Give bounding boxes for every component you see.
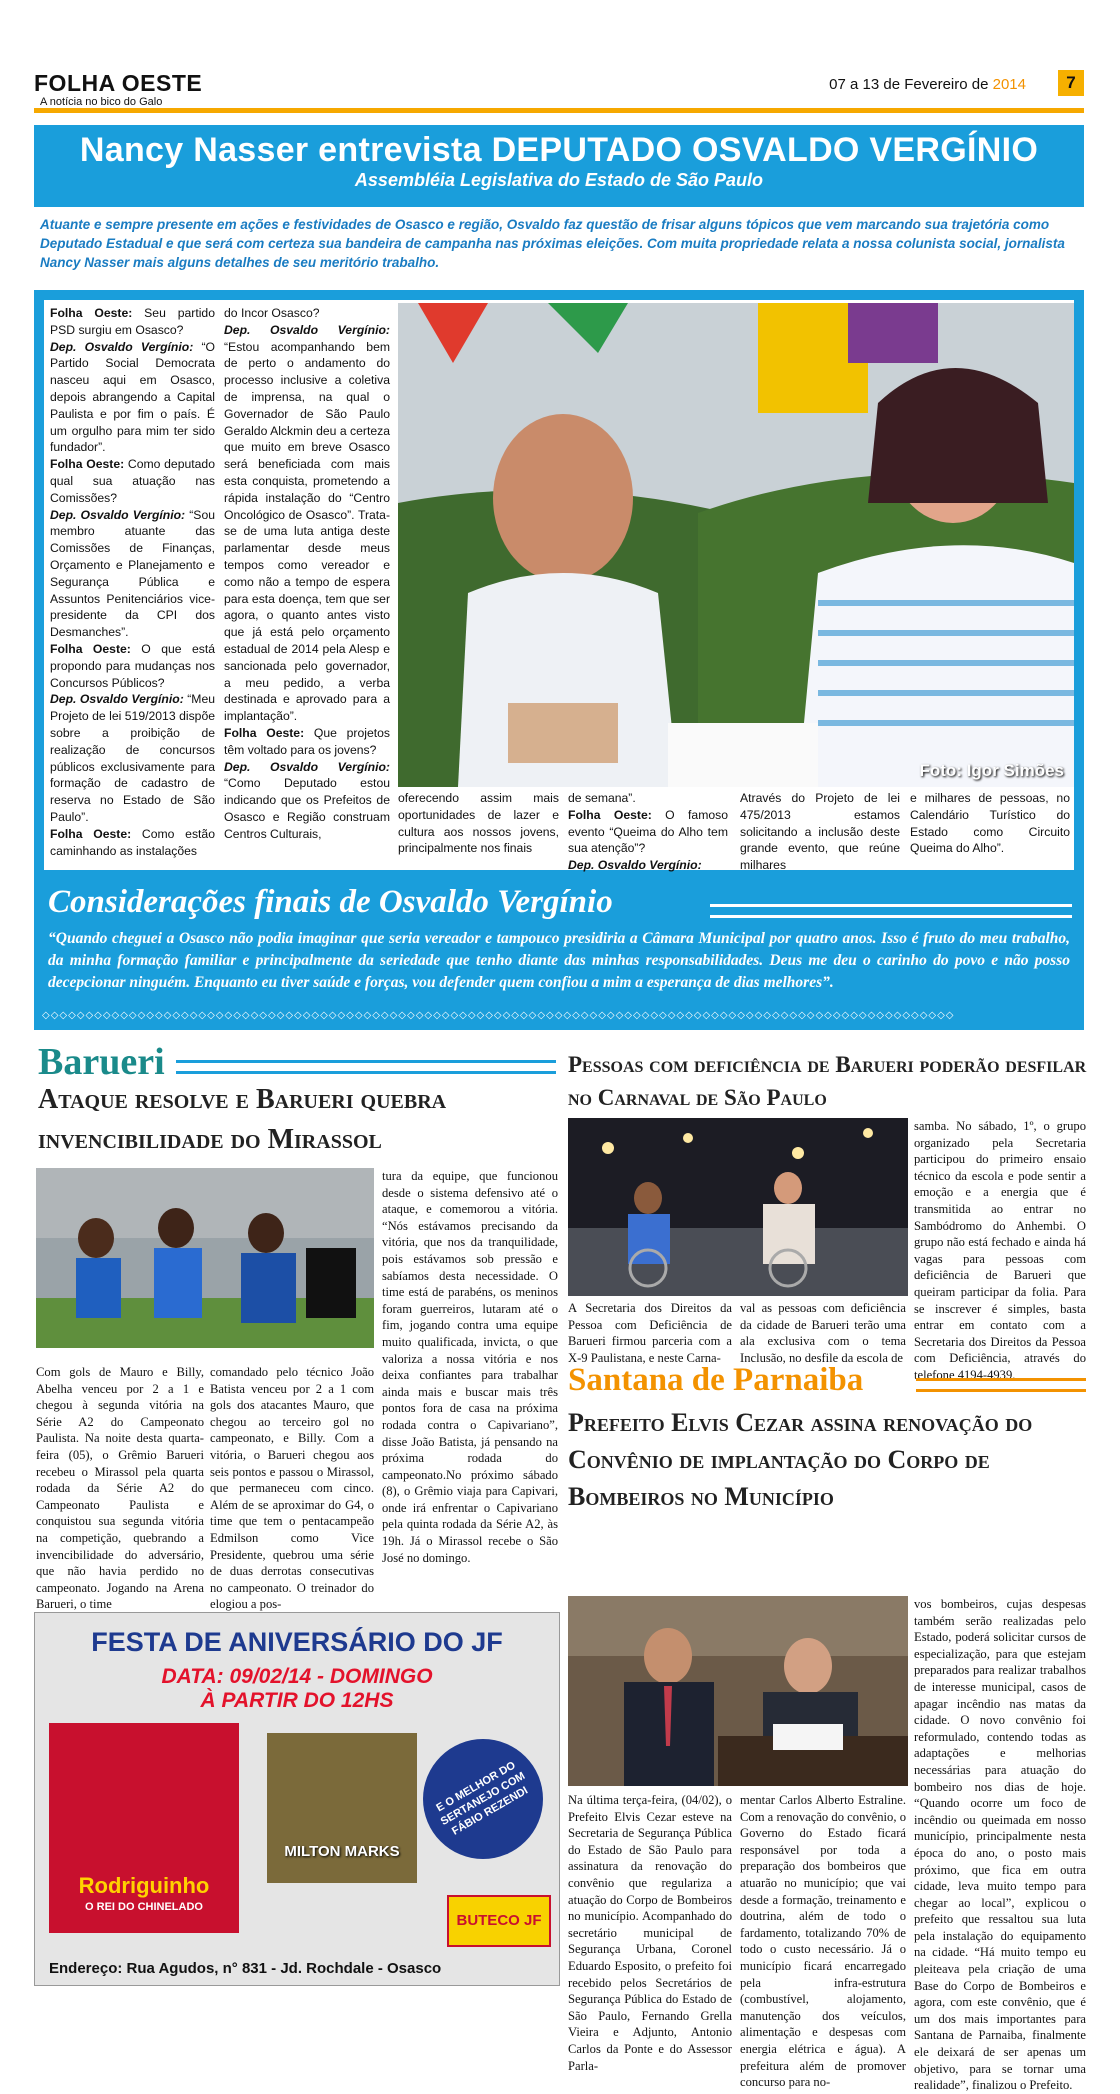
ad-time-line: À PARTIR DO 12HS xyxy=(200,1689,394,1712)
qa-text: “Estou acompanhando bem de perto o andamento do processo inclusive a coletiva de imprensa, na qual o Governador de São Paulo Geraldo Alckmin deu a certeza que muito em breve Osasco será beneficiada com mais esta conquista, prometendo a rápida instalação do “Centro Oncológico de Osasco”. Trata-se de uma luta antiga deste parlamentar desde meus tempos como vereador e como não a tempo de espera para esta doença, tem que ser agora, o quanto antes visto que já está pelo orçamento estadual de 2014 pela Alesp e sancionada pelo governador, a meu pedido, a verba destinada e aprovado para a implantação”. xyxy=(224,339,390,724)
qa-paragraph xyxy=(224,760,390,841)
qa-paragraph xyxy=(224,323,390,723)
qa-text: Que projetos têm voltado para os jovens? xyxy=(224,725,390,757)
qa-paragraph xyxy=(50,642,215,690)
interview-column-1 xyxy=(50,305,215,859)
final-considerations-quote: “Quando cheguei a Osasco não podia imaginar que seria vereador e tampouco presidiria a Câmara Municipal por quatro anos. Isso é fruto do meu trabalho, da minha formação familiar e principalmente da seriedade que tenho diante das minhas responsabilidades. Deus me deu o carinho do povo e não posso decepcionar ninguém. Enquanto eu tiver saúde e forças, vou defender quem confiou a mim a esperança de dias melhores”. xyxy=(48,930,1070,991)
final-considerations-title: Considerações finais de Osvaldo Vergínio xyxy=(48,884,613,920)
title-rule xyxy=(710,904,1072,918)
party-advertisement xyxy=(34,1612,560,1986)
issue-date xyxy=(829,76,1026,93)
qa-paragraph xyxy=(568,791,636,805)
interview-photo-illustration xyxy=(398,303,1074,787)
interview-banner xyxy=(34,125,1084,207)
ad-title: FESTA DE ANIVERSÁRIO DO JF xyxy=(91,1627,503,1657)
qa-text: Como deputado qual sua atuação nas Comissões? xyxy=(50,457,215,505)
qa-text: de semana”. xyxy=(568,791,636,805)
qa-paragraph xyxy=(50,306,215,337)
qa-text: “Sou membro atuante das Comissões de Finanças, Orçamento e Planejamento e Segurança Pública e Assuntos Penitenciários vice-presidente da CPI dos Desmanches”. xyxy=(50,507,215,640)
interview-photo xyxy=(398,303,1074,787)
carnival-column-2: val as pessoas com deficiência da cidade de Barueri terão uma ala exclusiva com o tema Inclusão, no desfile da escola de xyxy=(740,1301,906,1365)
qa-speaker: Dep. Osvaldo Vergínio: xyxy=(50,339,194,354)
qa-speaker: Folha Oeste: xyxy=(50,641,131,656)
qa-text: Seu partido PSD surgiu em Osasco? xyxy=(50,306,215,337)
santana-column-3: vos bombeiros, cujas despesas também serão realizadas pelo Estado, poderá solicitar cursos de especialização, para que estejam preparados para realizar trabalhos de interesse municipal, casos de apagar incêndio nas matas da cidade. O novo convênio foi reformulado, contendo todas as adaptações e melhorias necessárias para atuação do bombeiro nos dias de hoje. “Quando ocorre um foco de incêndio ou queimada em nosso município, principalmente nesta época do ano, o posto mais próximo, que fica em outra cidade, leva muito tempo para chegar ao local”, explicou o prefeito que ressaltou sua luta pela instalação do equipamento na cidade. “Há muito tempo eu pleiteava pela criação de uma Base do Corpo de Bombeiros e agora, com este convênio, que é um dos mais importantes para Santana de Parnaiba, finalmente ele deixará de ser apenas um objetivo, para se tornar uma realidade”, finalizou o Prefeito. xyxy=(914,1597,1086,2093)
ad-date xyxy=(35,1665,559,1713)
santana-column-1: Na última terça-feira, (04/02), o Prefeito Elvis Cezar esteve na Secretaria de Segurança Pública do Estado de São Paulo para assinatura da renovação do convênio que regulariza a atuação do Corpo de Bombeiros no município. Acompanhado do secretário municipal de Segurança Urbana, Coronel Eduardo Esposito, o prefeito foi recebido pelos Secretários de Segurança Pública do Estado de São Paulo, Fernando Grella Vieira e Adjunto, Antonio Carlos da Ponte e do Assessor Parla- xyxy=(568,1793,732,2073)
special-guest-badge xyxy=(423,1739,543,1859)
barueri-column-1: Com gols de Mauro e Billy, Abelha venceu por 2 a 1 e chegou à segunda vitória na Série A2 do Campeonato Paulista. Na noite desta quarta-feira (05), o Grêmio Barueri recebeu o Mirassol pela quarta rodada da Série A2 do Campeonato Paulista e conquistou sua segunda vitória na competição, quebrando a invencibilidade do adversário, que não havia perdido no campeonato. Jogando na Arena Barueri, o time xyxy=(36,1365,204,1612)
santana-headline: Prefeito Elvis Cezar assina renovação do Convênio de implantação do Corpo de Bombeiros no Município xyxy=(568,1408,1033,1511)
barueri-headline: Ataque resolve e Barueri quebra invencibilidade do Mirassol xyxy=(38,1084,447,1155)
qa-speaker: Dep. Osvaldo Vergínio: xyxy=(224,759,390,774)
badge-text: E O MELHOR DO SERTANEJO COM FÁBIO REZENDI xyxy=(434,1759,531,1838)
football-photo xyxy=(36,1168,374,1348)
qa-paragraph xyxy=(224,726,390,757)
qa-paragraph xyxy=(50,827,215,858)
qa-paragraph xyxy=(50,457,215,505)
qa-speaker: Folha Oeste: xyxy=(50,306,133,320)
artist-2-name: MILTON MARKS xyxy=(284,1843,400,1860)
decorative-border: ◇◇◇◇◇◇◇◇◇◇◇◇◇◇◇◇◇◇◇◇◇◇◇◇◇◇◇◇◇◇◇◇◇◇◇◇◇◇◇◇◇◇◇◇◇◇◇◇◇◇◇◇◇◇◇◇◇◇◇◇◇◇◇◇◇◇◇◇◇◇◇◇◇◇◇◇◇◇◇◇◇◇◇◇◇◇◇◇◇◇◇◇◇◇◇◇◇◇◇◇◇◇◇◇◇ xyxy=(42,1010,955,1021)
issue-year: 2014 xyxy=(992,76,1026,93)
interview-subtitle: Assembléia Legislativa do Estado de São Paulo xyxy=(354,170,764,190)
photo-credit: Foto: Igor Simões xyxy=(919,761,1064,780)
interview-intro: Atuante e sempre presente em ações e festividades de Osasco e região, Osvaldo faz questão de frisar alguns tópicos que vem marcando sua trajetória como Deputado Estadual e que será com certeza sua bandeira de campanha nas próximas eleições. Com muita propriedade relata a nossa colunista social, jornalista Nancy Nasser mais alguns detalhes de seu meritório trabalho. xyxy=(40,217,1065,270)
qa-text: “Como Deputado estou indicando que os Prefeitos de Osasco e Região construam Centros Culturais, xyxy=(224,776,390,841)
section-rule xyxy=(176,1060,556,1074)
interview-column-4 xyxy=(568,790,728,874)
qa-speaker: Folha Oeste: xyxy=(50,826,132,841)
signing-photo-illustration xyxy=(568,1596,908,1786)
carnival-photo-illustration xyxy=(568,1118,908,1296)
interview-column-5: Através do Projeto de lei 475/2013 estamos solicitando a inclusão deste grande evento, que reúne milhares xyxy=(740,791,900,873)
santana-column-2: mentar Carlos Alberto Estraline. Com a renovação do convênio, o Governo do Estado ficará responsável por toda a preparação dos bombeiros que atuarão no município; que vai desde a formação, treinamento e doutrina, além de todo o fardamento, totalizando 70% de todo o custo necessário. Já o município ficará encarregado pela infra-estrutura (combustível, alojamento, manutenção dos veículos, alimentação e despesas com energia elétrica e água). A prefeitura além de promover concurso para no- xyxy=(740,1793,906,2090)
qa-speaker: Folha Oeste: xyxy=(50,457,125,472)
artist-2-panel xyxy=(267,1733,417,1883)
qa-text: O famoso evento “Queima do Alho tem sua atenção”? xyxy=(568,807,728,856)
carnival-headline: Pessoas com deficiência de Barueri poderão desfilar no Carnaval de São Paulo xyxy=(568,1052,1087,1110)
buteco-jf-logo: BUTECO JF xyxy=(447,1895,551,1947)
qa-text: O que está propondo para mudanças nos Concursos Públicos? xyxy=(50,641,215,690)
artist-1-panel xyxy=(49,1723,239,1933)
qa-speaker: Folha Oeste: xyxy=(224,725,305,740)
qa-paragraph xyxy=(50,340,215,455)
qa-paragraph xyxy=(224,306,320,320)
qa-text: Como estão caminhando as instalações xyxy=(50,826,215,858)
artist-1-subtitle: O REI DO CHINELADO xyxy=(85,1901,203,1913)
section-santana: Santana de Parnaiba xyxy=(568,1362,864,1398)
qa-speaker: Dep. Osvaldo Vergínio: xyxy=(568,858,702,873)
artist-1-name: Rodriguinho xyxy=(78,1873,210,1898)
section-rule xyxy=(916,1378,1086,1392)
qa-text: “O Partido Social Democrata nasceu aqui em Osasco, depois abrangendo a Capital Paulista e por fim o país. É um orgulho para mim ter sido fundador”. xyxy=(50,339,215,455)
barueri-column-3: tura da equipe, que funcionou desde o sistema defensivo até o ataque, e comemorou a vitória. “Nós estávamos precisando da vitória, que nos da tranquilidade, pois estávamos sob pressão e sabíamos desta necessidade. O time está de parabéns, os meninos foram guerreiros, lutaram até o fim, jogando contra uma equipe muito qualificada, invicta, o que valoriza a nossa vitória e nos deixa confiantes para trabalhar ainda mais e buscar mais três pontos fora de casa na próxima rodada contra o Capivariano”, disse João Batista, já pensando na próxima rodada do campeonato.No próximo sábado (8), o Grêmio viaja para Capivari, onde irá enfrentar o Capivariano pela quinta rodada da Série A2, às 19h. Já o Mirassol recebe o São José no domingo. xyxy=(382,1169,558,1565)
section-barueri: Barueri xyxy=(38,1041,165,1083)
qa-speaker: Folha Oeste: xyxy=(568,807,652,822)
interview-column-2 xyxy=(224,305,390,843)
final-considerations-box xyxy=(34,880,1084,1030)
qa-paragraph xyxy=(568,808,728,856)
ad-address: Endereço: Rua Agudos, n° 831 - Jd. Rochdale - Osasco xyxy=(49,1960,442,1977)
qa-paragraph xyxy=(50,508,215,640)
qa-text: “Meu Projeto de lei 519/2013 dispõe sobre a proibição de realização de concursos públicos exclusivamente para formação de cadastro de reserva no Estado de São Paulo”. xyxy=(50,692,216,824)
issue-date-text: 07 a 13 de Fevereiro de xyxy=(829,76,993,93)
interview-column-6: e milhares de pessoas, no Calendário Turístico do Estado como Circuito Queima do Alho”. xyxy=(910,791,1070,856)
signing-photo xyxy=(568,1596,908,1786)
football-photo-illustration xyxy=(36,1168,374,1348)
ad-date-line: DATA: 09/02/14 - DOMINGO xyxy=(161,1665,433,1688)
page-number: 7 xyxy=(1058,70,1084,96)
carnival-column-1: A Secretaria dos Direitos da Pessoa com Deficiência de Barueri firmou parceria com a X-9 Paulistana, e neste Carna- xyxy=(568,1301,732,1365)
masthead-brand: FOLHA OESTE xyxy=(34,70,203,96)
masthead-tagline: A notícia no bico do Galo xyxy=(40,96,163,108)
masthead-divider xyxy=(34,108,1084,113)
interview-column-3: oferecendo assim mais oportunidades de lazer e cultura aos nossos jovens, principalmente nos finais xyxy=(398,791,559,856)
qa-speaker: Dep. Osvaldo Vergínio: xyxy=(50,692,184,707)
carnival-photo xyxy=(568,1118,908,1296)
barueri-column-2: comandado pelo técnico João Batista venceu por 2 a 1 com gols dos atacantes Mauro, que chegou ao terceiro gol no campeonato, e Billy. Com a vitória, o Barueri chegou aos seis pontos e passou o Mirassol, que permaneceu com cinco. Além de se aproximar do G4, o time que tem o pentacampeão Edmilson como Vice Presidente, quebrou uma série de duas derrotas consecutivas no campeonato. O treinador do elogiou a pos- xyxy=(210,1365,374,1612)
carnival-column-3: samba. No sábado, 1º, o grupo organizado pela Secretaria participou do primeiro ensaio técnico da escola e pode sentir a emoção e a energia que é transmitida ao entrar no Sambódromo do Anhembi. O grupo não está fechado e ainda há vagas para pessoas com deficiência de Barueri que queiram participar da folia. Para se inscrever é simples, basta entrar em contato com a Secretaria dos Direitos da Pessoa com Deficiência, através do telefone 4194-4939. xyxy=(914,1119,1086,1382)
qa-speaker: Dep. Osvaldo Vergínio: xyxy=(224,322,390,337)
qa-paragraph xyxy=(50,692,215,824)
qa-speaker: Dep. Osvaldo Vergínio: xyxy=(50,507,186,522)
interview-title: Nancy Nasser entrevista DEPUTADO OSVALDO VERGÍNIO xyxy=(79,131,1039,169)
qa-paragraph xyxy=(568,858,702,872)
qa-text: do Incor Osasco? xyxy=(224,306,320,320)
